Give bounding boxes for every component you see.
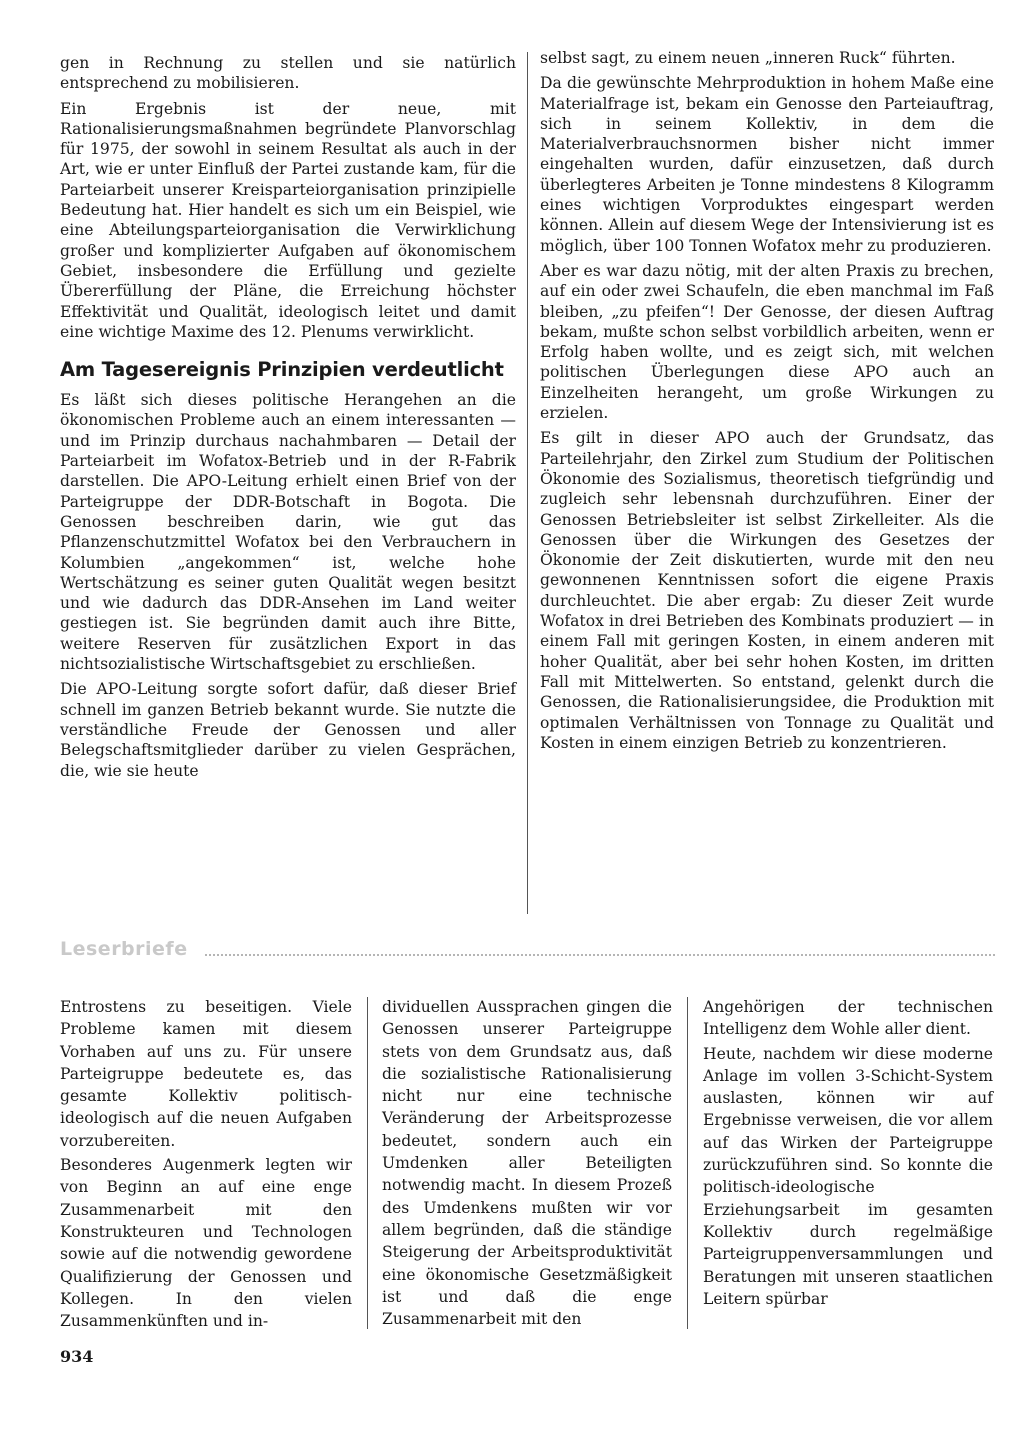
column-divider [687, 997, 688, 1329]
article-column-right [540, 48, 994, 758]
article-column-left [60, 53, 516, 786]
paragraph: Da die gewünschte Mehrproduktion in hohem Maße eine Materialfrage ist, bekam ein Genosse den Parteiauftrag, sich in seinem Kollektiv, in dem die Materialverbrauchsnormen bisher nicht immer eingehalten wurden, dafür einzusetzen, daß durch überlegteres Arbeiten je Tonne mindestens 8 Kilogramm eines wichtigen Vorproduktes eingespart werden können. Allein auf diesem Wege der Intensivierung ist es möglich, über 100 Tonnen Wofatox mehr zu produzieren. [540, 74, 994, 255]
paragraph: Die APO-Leitung sorgte sofort dafür, daß dieser Brief schnell im ganzen Betrieb bekannt wurde. Sie nutzte die verständliche Freude der Genossen und aller Belegschaftsmitglieder darüber zu vielen Gesprächen, die, wie sie heute [60, 680, 516, 780]
letters-column-1 [60, 996, 352, 1334]
paragraph: gen in Rechnung zu stellen und sie natürlich entsprechend zu mobilisieren. [60, 54, 516, 93]
paragraph: Besonderes Augenmerk legten wir von Beginn an auf eine enge Zusammenarbeit mit den Konstrukteuren und Technologen sowie auf die notwendig gewordene Qualifizierung der Genossen und Kollegen. In den vielen Zusammenkünften und in- [60, 1156, 352, 1331]
paragraph: Entrostens zu beseitigen. Viele Probleme kamen mit diesem Vorhaben auf uns zu. Für unsere Parteigruppe bedeutete es, das gesamte Kollektiv politisch-ideologisch auf die neuen Aufgaben vorzubereiten. [60, 998, 352, 1150]
section-heading: Am Tagesereignis Prinzipien verdeutlicht [60, 358, 504, 382]
paragraph: Aber es war dazu nötig, mit der alten Praxis zu brechen, auf ein oder zwei Schaufeln, die eben manchmal im Faß bleiben, „zu pfeifen“! Der Genosse, der diesen Auftrag bekam, mußte schon selbst vorbildlich arbeiten, wenn er Erfolg haben wollte, und es zeigt sich, mit welchen politischen Überlegungen diese APO auch an Einzelheiten herangeht, um große Wirkungen zu erzielen. [540, 261, 994, 423]
section-divider [205, 954, 995, 956]
column-divider [367, 997, 368, 1329]
paragraph: Es gilt in dieser APO auch der Grundsatz, das Parteilehrjahr, den Zirkel zum Studium der Politischen Ökonomie des Sozialismus, theoretisch tiefgründig und zugleich sehr lebensnah durchzuführen. Einer der Genossen Betriebsleiter ist selbst Zirkelleiter. Als die Genossen über die Wirkungen des Gesetzes der Ökonomie der Zeit diskutierten, wurde mit den neu gewonnenen Kenntnissen sofort die eigene Praxis durchleuchtet. Die aber ergab: Zu dieser Zeit wurde Wofatox in drei Betrieben des Kombinats produziert — in einem Fall mit geringen Kosten, in einem anderen mit hoher Qualität, aber bei sehr hohen Kosten, im dritten Fall mit Mittelwerten. So entstand, gelenkt durch die Genossen, die Rationalisierungsidee, die Produktion mit optimalen Verhältnissen von Tonnage zu Qualität und Kosten in einem einzigen Betrieb zu konzentrieren. [540, 429, 994, 752]
paragraph: Angehörigen der technischen Intelligenz dem Wohle aller dient. [703, 998, 993, 1039]
letters-column-2 [382, 996, 672, 1332]
column-divider [527, 52, 528, 914]
paragraph: Ein Ergebnis ist der neue, mit Rationalisierungsmaßnahmen begründete Planvorschlag für 1975, der sowohl in seinem Resultat als auch in der Art, wie er unter Einfluß der Partei zustande kam, für die Parteiarbeit unserer Kreisparteiorganisation prinzipielle Bedeutung hat. Hier handelt es sich um ein Beispiel, wie eine Abteilungsparteiorganisation die Verwirklichung großer und komplizierter Aufgaben auf ökonomischem Gebiet, insbesondere die Erfüllung und gezielte Übererfüllung der Pläne, die Erreichung höchster Effektivität und Qualität, ideologisch leitet und damit eine wichtige Maxime des 12. Plenums verwirklicht. [60, 99, 516, 341]
section-label-leserbriefe: Leserbriefe [60, 938, 188, 960]
paragraph: Heute, nachdem wir diese moderne Anlage im vollen 3-Schicht-System auslasten, können wir auf Ergebnisse verweisen, die vor allem auf das Wirken der Parteigruppe zurückzuführen sind. So konnte die politisch-ideologische Erziehungsarbeit im gesamten Kollektiv durch regelmäßige Parteigruppenversammlungen und Beratungen mit unseren staatlichen Leitern spürbar [703, 1044, 993, 1308]
paragraph: selbst sagt, zu einem neuen „inneren Ruck“ führten. [540, 49, 956, 67]
letters-column-3 [703, 996, 993, 1312]
page-number: 934 [60, 1347, 94, 1366]
paragraph: Es läßt sich dieses politische Herangehen an die ökonomischen Probleme auch an einem interessanten — und im Prinzip durchaus nachahmbaren — Detail der Parteiarbeit im Wofatox-Betrieb und in der R-Fabrik darstellen. Die APO-Leitung erhielt einen Brief von der Parteigruppe der DDR-Botschaft in Bogota. Die Genossen beschreiben darin, wie gut das Pflanzenschutzmittel Wofatox bei den Verbrauchern in Kolumbien „angekommen“ ist, welche hohe Wertschätzung es seiner guten Qualität wegen besitzt und wie dadurch das DDR-Ansehen im Land weiter gestiegen ist. Sie begründen damit auch ihre Bitte, weitere Reserven für zusätzlichen Export in das nichtsozialistische Wirtschaftsgebiet zu erschließen. [60, 391, 516, 674]
paragraph: dividuellen Aussprachen gingen die Genossen unserer Parteigruppe stets von dem Grundsatz aus, daß die sozialistische Rationalisierung nicht nur eine technische Veränderung der Arbeitsprozesse bedeutet, sondern auch ein Umdenken aller Beteiligten notwendig macht. In diesem Prozeß des Umdenkens mußten wir vor allem begründen, daß die ständige Steigerung der Arbeitsproduktivität eine ökonomische Gesetzmäßigkeit ist und daß die enge Zusammenarbeit mit den [382, 998, 672, 1329]
